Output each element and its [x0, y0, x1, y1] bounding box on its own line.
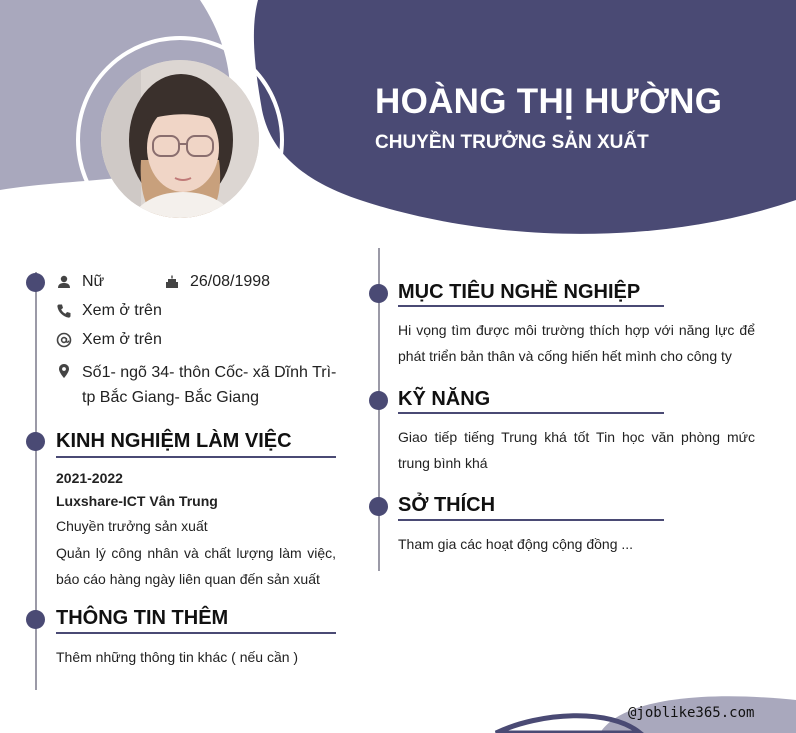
hobbies-text: Tham gia các hoạt động cộng đồng ...	[398, 536, 634, 552]
email-at-icon	[56, 332, 72, 348]
skills-text	[398, 424, 755, 476]
experience-desc-line-1: Quản lý công nhân và chất lượng làm việc,	[56, 545, 336, 561]
avatar	[101, 60, 259, 218]
gender-value: Nữ	[82, 273, 105, 290]
watermark: @joblike365.com	[628, 705, 755, 721]
extra-heading-underline	[56, 632, 336, 634]
address-row	[56, 360, 336, 410]
skills-line-1: Giao tiếp tiếng Trung khá tốt Tin học văn phòng mức	[398, 429, 755, 445]
experience-heading: KINH NGHIỆM LÀM VIỆC	[56, 430, 292, 452]
experience-description	[56, 540, 336, 592]
timeline-dot-extra	[26, 610, 45, 629]
timeline-dot-skills	[369, 391, 388, 410]
objective-heading-underline	[398, 305, 664, 307]
gender-row	[56, 273, 104, 291]
timeline-dot-experience	[26, 432, 45, 451]
experience-role: Chuyền trưởng sản xuất	[56, 518, 208, 534]
candidate-name: HOÀNG THỊ HƯỜNG	[375, 82, 723, 121]
experience-company: Luxshare-ICT Vân Trung	[56, 493, 218, 509]
skills-heading: KỸ NĂNG	[398, 388, 491, 410]
objective-text	[398, 317, 755, 369]
timeline-dot-hobbies	[369, 497, 388, 516]
extra-text: Thêm những thông tin khác ( nếu cần )	[56, 649, 299, 665]
phone-row	[56, 302, 162, 320]
experience-desc-line-2: báo cáo hàng ngày liên quan đến sản xuất	[56, 571, 320, 587]
phone-icon	[56, 303, 72, 319]
address-line-2: tp Bắc Giang- Bắc Giang	[82, 389, 259, 406]
skills-line-2: trung bình khá	[398, 455, 488, 471]
hobbies-heading-underline	[398, 519, 664, 521]
extra-heading: THÔNG TIN THÊM	[56, 607, 229, 629]
location-pin-icon	[56, 363, 72, 379]
skills-heading-underline	[398, 412, 664, 414]
candidate-position: CHUYỀN TRƯỞNG SẢN XUẤT	[375, 132, 649, 153]
timeline-dot-objective	[369, 284, 388, 303]
birthday-row	[164, 273, 270, 291]
email-value: Xem ở trên	[82, 331, 162, 348]
birthday-value: 26/08/1998	[190, 273, 271, 290]
hobbies-heading: SỞ THÍCH	[398, 494, 496, 516]
objective-line-1: Hi vọng tìm được môi trường thích hợp với năng lực để	[398, 322, 755, 338]
phone-value: Xem ở trên	[82, 302, 162, 319]
user-icon	[56, 274, 72, 290]
timeline-dot-personal	[26, 273, 45, 292]
objective-heading: MỤC TIÊU NGHỀ NGHIỆP	[398, 281, 641, 303]
experience-period: 2021-2022	[56, 470, 123, 486]
objective-line-2: phát triển bản thân và cống hiến hết mình cho công ty	[398, 348, 732, 364]
experience-heading-underline	[56, 456, 336, 458]
email-row	[56, 331, 162, 349]
address-line-1: Số1- ngõ 34- thôn Cốc- xã Dĩnh Trì-	[82, 364, 337, 381]
cake-icon	[164, 274, 180, 290]
